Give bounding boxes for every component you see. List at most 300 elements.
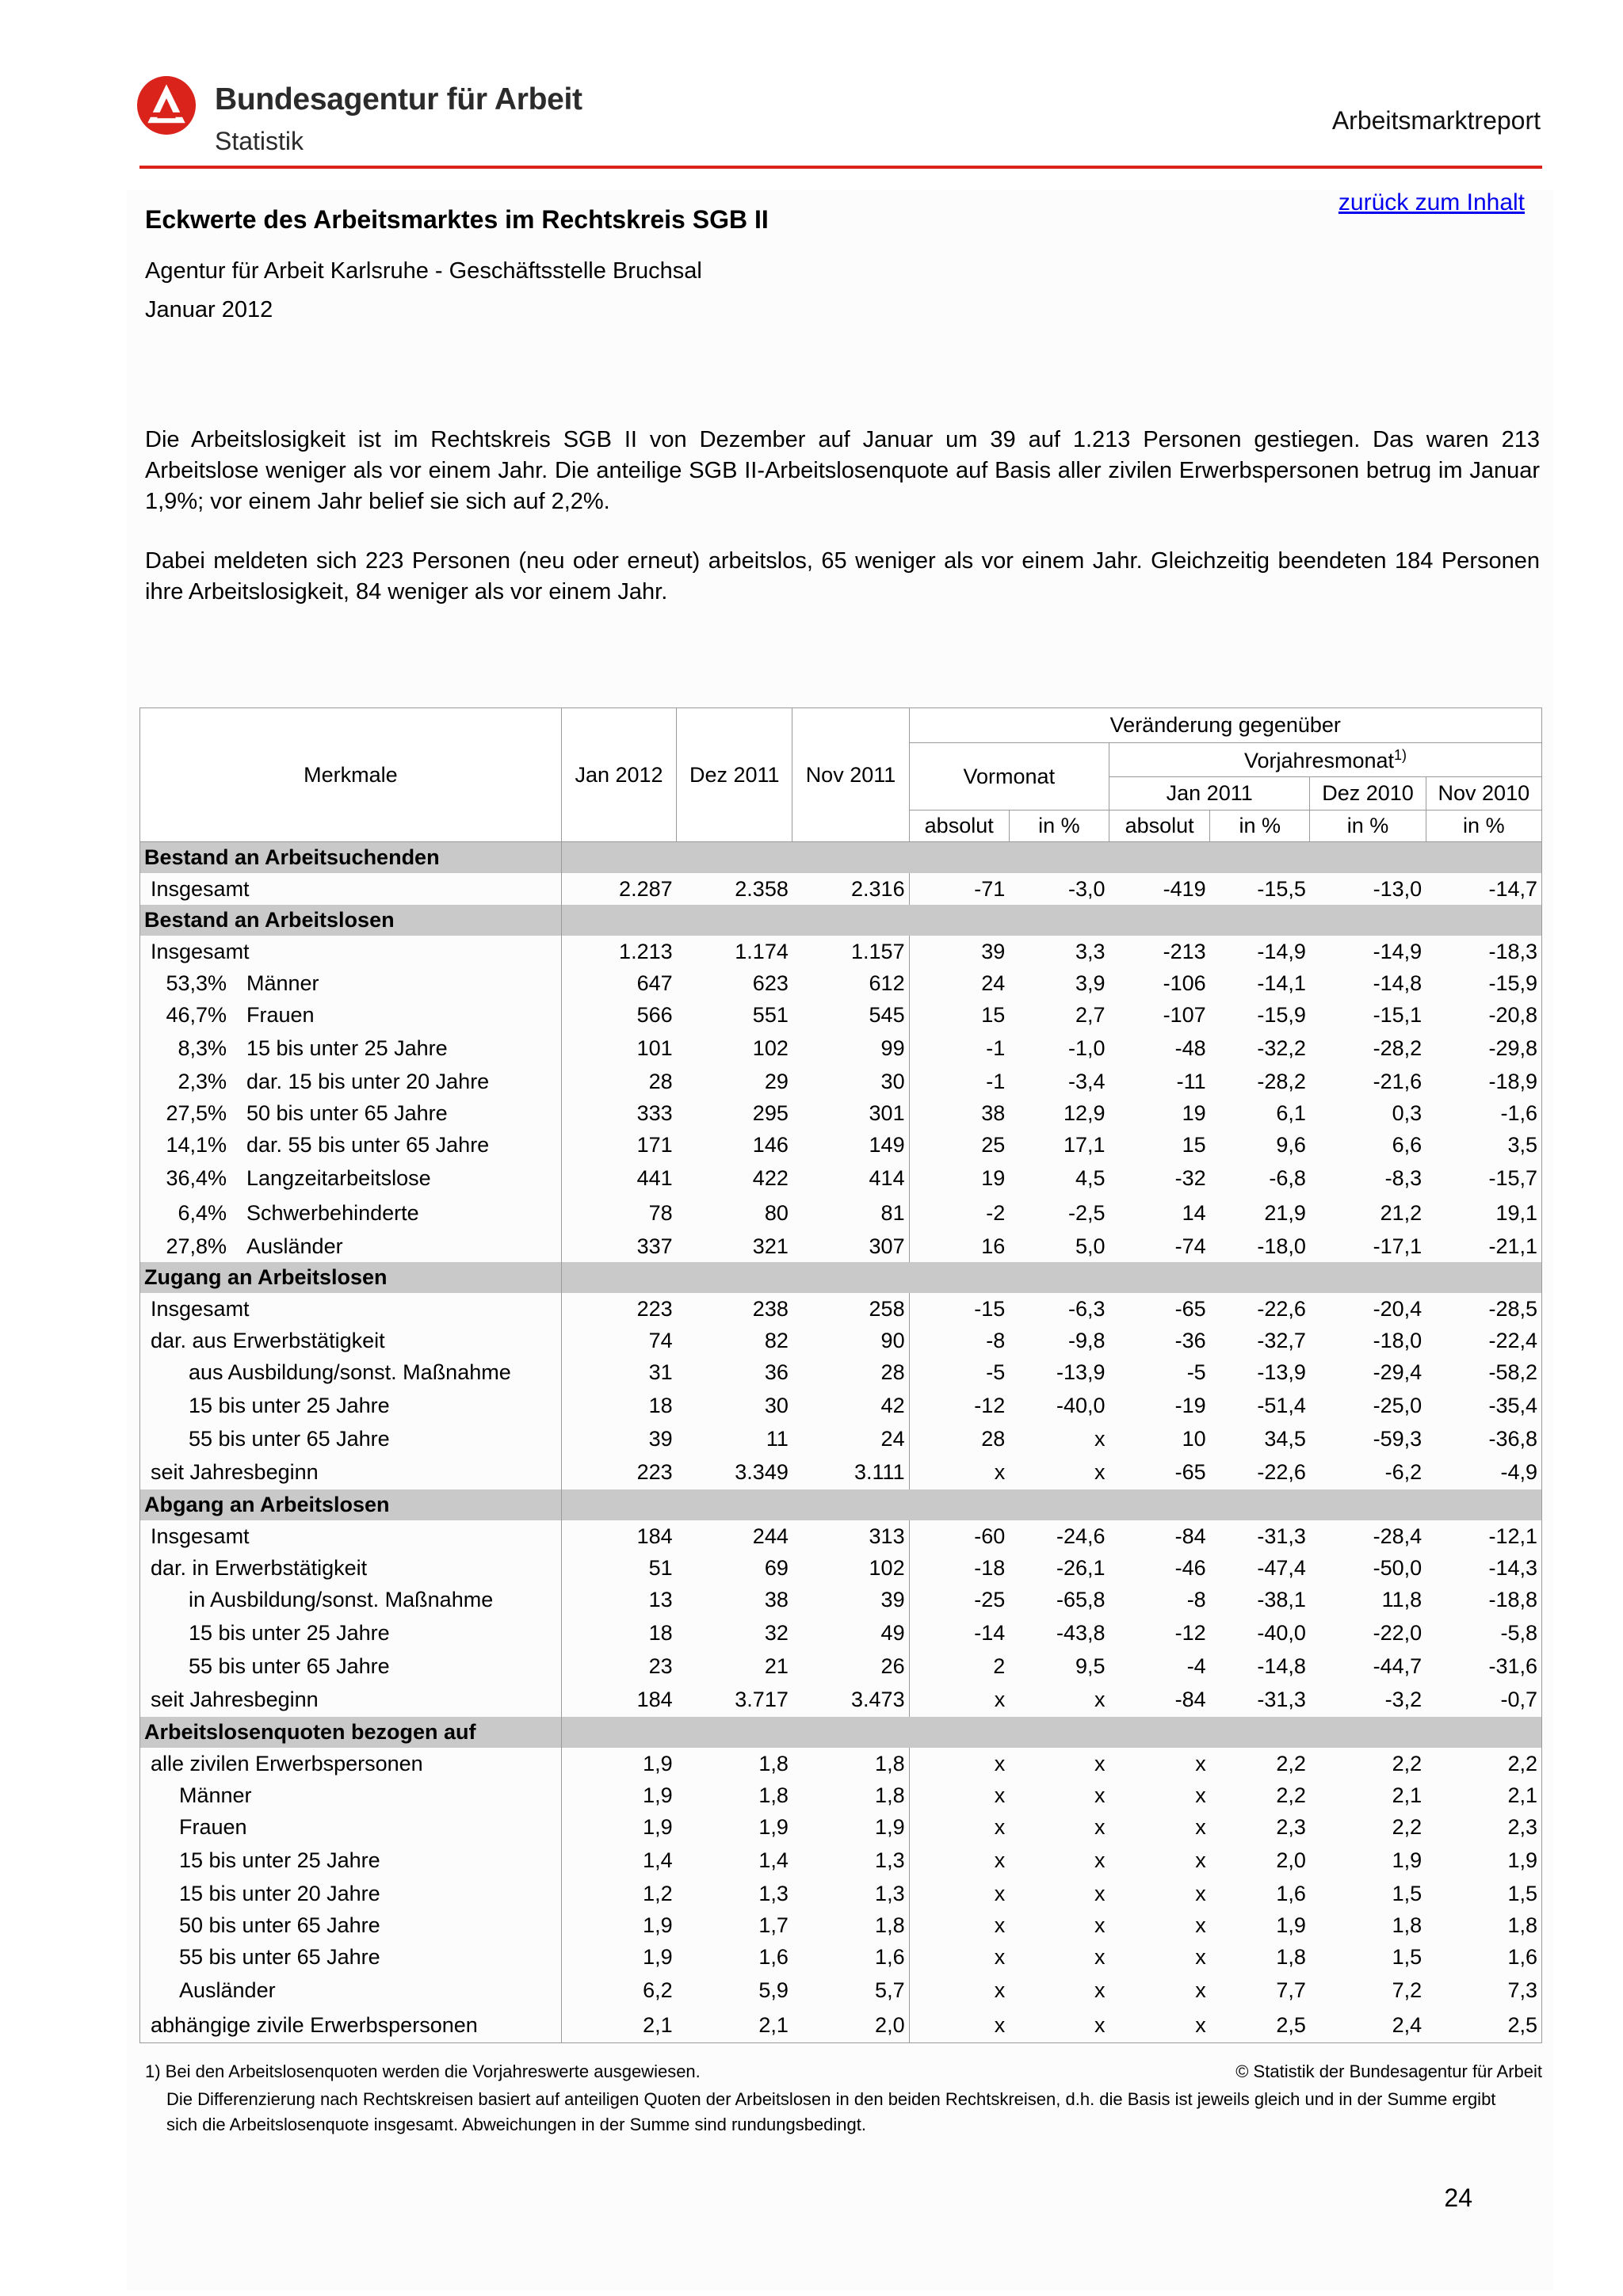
value-cell: -8 [986, 1328, 1006, 1352]
value-cell: 21,2 [1380, 1200, 1423, 1225]
value-cell: 1,8 [758, 1783, 789, 1807]
value-cell: 1.174 [735, 939, 789, 963]
table-row [140, 1129, 1542, 1161]
value-cell: 90 [792, 1325, 909, 1356]
value-cell: 2,0 [792, 2008, 909, 2043]
value-cell: 82 [764, 1328, 789, 1352]
value-cell: 1,5 [1392, 1881, 1423, 1905]
header-divider [139, 166, 1542, 169]
row-label: in Ausbildung/sonst. Maßnahme [189, 1587, 494, 1611]
value-cell: 25 [981, 1132, 1006, 1157]
value-cell: 14 [1182, 1200, 1206, 1225]
value-cell: 19 [981, 1165, 1006, 1190]
row-label: Frauen [179, 1814, 247, 1839]
value-cell: -13,9 [1056, 1360, 1106, 1384]
value-cell: 4,5 [1075, 1165, 1106, 1190]
value-cell: 15 [981, 1002, 1006, 1027]
value-cell: 9,5 [1075, 1653, 1106, 1678]
value-cell: -18,9 [1426, 1066, 1541, 1097]
row-label-cell [140, 1615, 562, 1650]
value-cell: 7,7 [1276, 1978, 1306, 2002]
value-cell: -50,0 [1373, 1555, 1423, 1580]
row-label: Männer [179, 1783, 252, 1807]
table-row [140, 1196, 1542, 1230]
section-title: Bestand an Arbeitsuchenden [140, 842, 562, 874]
row-label-cell [140, 1909, 562, 1941]
value-cell: -40,0 [1056, 1393, 1106, 1417]
header-dez-2011: Dez 2011 [677, 708, 792, 842]
row-label-cell [140, 999, 562, 1031]
table-row [140, 936, 1542, 967]
value-cell: -38,1 [1257, 1587, 1306, 1611]
value-cell: x [994, 1848, 1006, 1872]
value-cell: -0,7 [1426, 1682, 1541, 1717]
value-cell: -31,6 [1426, 1650, 1541, 1682]
value-cell: -2 [986, 1200, 1006, 1225]
value-cell: -46 [1174, 1555, 1206, 1580]
value-cell: 1,3 [792, 1843, 909, 1878]
value-cell: -419 [1163, 876, 1206, 901]
value-cell: x [1094, 1814, 1106, 1839]
value-cell: 2,4 [1310, 2008, 1426, 2043]
value-cell: x [1094, 1459, 1106, 1484]
table-row [140, 1356, 1542, 1388]
value-cell: 1,7 [758, 1913, 789, 1937]
table-row [140, 1161, 1542, 1196]
value-cell: 1,8 [758, 1751, 789, 1775]
table-row [140, 1520, 1542, 1552]
value-cell: 1,9 [1392, 1848, 1423, 1872]
copyright: © Statistik der Bundesagentur für Arbeit [1235, 2061, 1542, 2081]
value-cell: -25 [974, 1587, 1006, 1611]
value-cell: 3.473 [792, 1682, 909, 1717]
value-cell: 9,6 [1276, 1132, 1306, 1157]
value-cell: 34,5 [1264, 1426, 1306, 1451]
value-cell: -11 [1176, 1069, 1206, 1093]
value-cell: -5,8 [1426, 1615, 1541, 1650]
value-cell: 18 [648, 1393, 673, 1417]
summary-paragraph: Die Arbeitslosigkeit ist im Rechtskreis SGB II von Dezember auf Januar um 39 auf 1.213 Personen gestiegen. Das waren 213 Arbeitslose weniger als vor einem Jahr. Die anteilige SGB II-Arbeitslosenquote auf Basis aller zivilen Erwerbspersonen betrug im Januar 1,9%; vor einem Jahr belief sie sich auf 2,2%. [145, 427, 1540, 514]
header-absolut: absolut [1109, 810, 1210, 842]
value-cell: 1,8 [792, 1909, 909, 1941]
value-cell: -43,8 [1056, 1620, 1106, 1645]
row-label: Ausländer [179, 1978, 276, 2002]
value-cell: 1,4 [643, 1848, 673, 1872]
value-cell: 223 [636, 1296, 673, 1321]
value-cell: x [1195, 1814, 1206, 1839]
summary-paragraph: Dabei meldeten sich 223 Personen (neu oder erneut) arbeitslos, 65 weniger als vor einem Jahr. Gleichzeitig beendeten 184 Personen ihre Arbeitslosigkeit, 84 weniger als vor einem Jahr. [145, 548, 1540, 605]
value-cell: 80 [764, 1200, 789, 1225]
value-cell: -22,4 [1426, 1325, 1541, 1356]
row-label-cell [140, 1356, 562, 1388]
value-cell: 184 [636, 1687, 673, 1711]
value-cell: 21,9 [1264, 1200, 1306, 1225]
value-cell: 2,2 [1276, 1783, 1306, 1807]
value-cell: 1,4 [758, 1848, 789, 1872]
value-cell: 69 [764, 1555, 789, 1580]
value-cell: -12 [974, 1393, 1006, 1417]
table-row [140, 1748, 1542, 1779]
row-label-cell [140, 2008, 562, 2043]
value-cell: 1,9 [1426, 1843, 1541, 1878]
table-row [140, 1779, 1542, 1811]
value-cell: -4,9 [1426, 1455, 1541, 1489]
value-cell: -14,7 [1426, 873, 1541, 905]
value-cell: 28 [648, 1069, 673, 1093]
table-row [140, 873, 1542, 905]
value-cell: 21 [764, 1653, 789, 1678]
value-cell: -17,1 [1373, 1234, 1423, 1258]
share-percent: 36,4% [166, 1165, 227, 1190]
value-cell: 78 [648, 1200, 673, 1225]
value-cell: -15,9 [1257, 1002, 1306, 1027]
value-cell: 1.157 [792, 936, 909, 967]
value-cell: -31,3 [1257, 1524, 1306, 1548]
value-cell: -18 [974, 1555, 1006, 1580]
value-cell: -2,5 [1067, 1200, 1106, 1225]
row-label: seit Jahresbeginn [151, 1459, 319, 1484]
value-cell: x [1195, 1751, 1206, 1775]
value-cell: 223 [636, 1459, 673, 1484]
value-cell: 74 [648, 1328, 673, 1352]
share-percent: 2,3% [178, 1069, 227, 1093]
value-cell: -59,3 [1373, 1426, 1423, 1451]
footnote-marker: 1) [1394, 746, 1407, 763]
value-cell: -65,8 [1056, 1587, 1106, 1611]
value-cell: 81 [792, 1196, 909, 1230]
value-cell: -1,6 [1426, 1097, 1541, 1129]
value-cell: -29,4 [1373, 1360, 1423, 1384]
value-cell: -15,1 [1373, 1002, 1423, 1027]
row-label: 15 bis unter 25 Jahre [179, 1848, 380, 1872]
value-cell: 2,1 [677, 2008, 792, 2043]
value-cell: -213 [1163, 939, 1206, 963]
value-cell: -19 [1174, 1393, 1206, 1417]
value-cell: -65 [1174, 1296, 1206, 1321]
value-cell: -15,5 [1257, 876, 1306, 901]
value-cell: -40,0 [1257, 1620, 1306, 1645]
value-cell: 10 [1182, 1426, 1206, 1451]
section-fill [561, 1489, 1541, 1520]
value-cell: 171 [636, 1132, 673, 1157]
value-cell: 6,1 [1276, 1100, 1306, 1125]
value-cell: 29 [764, 1069, 789, 1093]
value-cell: 1,9 [643, 1751, 673, 1775]
value-cell: -47,4 [1257, 1555, 1306, 1580]
row-label-cell [140, 1129, 562, 1161]
row-label: Langzeitarbeitslose [246, 1165, 431, 1190]
value-cell: 38 [981, 1100, 1006, 1125]
value-cell: 2,5 [1210, 2008, 1310, 2043]
value-cell: x [1094, 1426, 1106, 1451]
value-cell: -3,0 [1067, 876, 1106, 901]
row-label: dar. aus Erwerbstätigkeit [151, 1328, 385, 1352]
row-label: Insgesamt [151, 876, 250, 901]
value-cell: x [1009, 2008, 1109, 2043]
value-cell: -65 [1174, 1459, 1206, 1484]
value-cell: x [994, 1751, 1006, 1775]
value-cell: 99 [792, 1031, 909, 1066]
value-cell: x [1094, 1978, 1106, 2002]
report-period: Januar 2012 [145, 297, 273, 322]
row-label: dar. in Erwerbstätigkeit [151, 1555, 368, 1580]
value-cell: 2,3 [1426, 1811, 1541, 1843]
value-cell: 1,9 [792, 1811, 909, 1843]
table-row [140, 1325, 1542, 1356]
value-cell: 441 [636, 1165, 673, 1190]
table-row [140, 1455, 1542, 1489]
value-cell: -84 [1174, 1687, 1206, 1711]
row-label-cell [140, 1811, 562, 1843]
value-cell: -4 [1186, 1653, 1206, 1678]
value-cell: 3,9 [1075, 971, 1106, 995]
row-label-cell [140, 1520, 562, 1552]
table-row [140, 1878, 1542, 1909]
value-cell: -22,6 [1257, 1296, 1306, 1321]
table-row [140, 1909, 1542, 1941]
value-cell: 2.287 [619, 876, 673, 901]
value-cell: 146 [752, 1132, 789, 1157]
footnote: 1) Bei den Arbeitslosenquoten werden die Vorjahreswerte ausgewiesen. [145, 2061, 701, 2081]
section-header-row [140, 842, 1542, 874]
header-jan-2011: Jan 2011 [1109, 777, 1310, 810]
table-row [140, 1388, 1542, 1423]
value-cell: 101 [636, 1035, 673, 1060]
value-cell: 0,3 [1392, 1100, 1423, 1125]
value-cell: -14,8 [1257, 1653, 1306, 1678]
table-row [140, 1230, 1542, 1262]
value-cell: x [909, 2008, 1009, 2043]
value-cell: x [1195, 1978, 1206, 2002]
row-label: aus Ausbildung/sonst. Maßnahme [189, 1360, 511, 1384]
value-cell: 102 [792, 1552, 909, 1584]
row-label-cell [140, 1584, 562, 1615]
share-percent: 53,3% [166, 971, 227, 995]
value-cell: -8 [1186, 1587, 1206, 1611]
row-label: Insgesamt [151, 1296, 250, 1321]
section-header-row [140, 1717, 1542, 1748]
value-cell: x [994, 1978, 1006, 2002]
value-cell: 1,5 [1426, 1878, 1541, 1909]
table-body [140, 842, 1542, 2043]
value-cell: 19,1 [1426, 1196, 1541, 1230]
value-cell: -32,2 [1257, 1035, 1306, 1060]
value-cell: 2,1 [1426, 1779, 1541, 1811]
value-cell: -14,9 [1373, 939, 1423, 963]
value-cell: -14,1 [1257, 971, 1306, 995]
value-cell: -18,0 [1257, 1234, 1306, 1258]
row-label-cell [140, 1230, 562, 1262]
row-label-cell [140, 873, 562, 905]
value-cell: -1,0 [1067, 1035, 1106, 1060]
value-cell: 422 [752, 1165, 789, 1190]
value-cell: -1 [986, 1035, 1006, 1060]
table-row [140, 1423, 1542, 1455]
row-label: Insgesamt [151, 939, 250, 963]
value-cell: -1 [986, 1069, 1006, 1093]
value-cell: 39 [981, 939, 1006, 963]
value-cell: -26,1 [1056, 1555, 1106, 1580]
share-percent: 6,4% [178, 1200, 227, 1225]
value-cell: -28,4 [1373, 1524, 1423, 1548]
value-cell: 1,2 [643, 1881, 673, 1905]
value-cell: 6,2 [643, 1978, 673, 2002]
value-cell: x [1195, 1913, 1206, 1937]
section-header-row [140, 1489, 1542, 1520]
section-fill [561, 1717, 1541, 1748]
row-label-cell [140, 1196, 562, 1230]
value-cell: -58,2 [1426, 1356, 1541, 1388]
header-vorjahresmonat [1109, 743, 1542, 777]
value-cell: -25,0 [1373, 1393, 1423, 1417]
value-cell: -15,9 [1426, 967, 1541, 999]
table-row [140, 1682, 1542, 1717]
share-percent: 14,1% [166, 1132, 227, 1157]
header-veraenderung: Veränderung gegenüber [909, 708, 1541, 743]
value-cell: 2,2 [1276, 1751, 1306, 1775]
value-cell: 566 [636, 1002, 673, 1027]
value-cell: x [1094, 1783, 1106, 1807]
value-cell: -44,7 [1373, 1653, 1423, 1678]
row-label-cell [140, 936, 562, 967]
row-label-cell [140, 1552, 562, 1584]
value-cell: -107 [1163, 1002, 1206, 1027]
value-cell: -48 [1174, 1035, 1206, 1060]
value-cell: 238 [752, 1296, 789, 1321]
value-cell: 1,3 [758, 1881, 789, 1905]
table-row [140, 1615, 1542, 1650]
header-vormonat: Vormonat [909, 743, 1109, 810]
value-cell: 5,7 [792, 1973, 909, 2008]
value-cell: 301 [792, 1097, 909, 1129]
row-label-cell [140, 1682, 562, 1717]
value-cell: -5 [1186, 1360, 1206, 1384]
value-cell: 7,2 [1392, 1978, 1423, 2002]
value-cell: 15 [1182, 1132, 1206, 1157]
value-cell: x [994, 1814, 1006, 1839]
value-cell: 1,9 [643, 1913, 673, 1937]
value-cell: -51,4 [1257, 1393, 1306, 1417]
value-cell: 30 [764, 1393, 789, 1417]
row-label: 15 bis unter 25 Jahre [246, 1035, 448, 1060]
org-subtitle: Statistik [215, 127, 304, 155]
value-cell: 28 [981, 1426, 1006, 1451]
row-label: 50 bis unter 65 Jahre [246, 1100, 448, 1125]
value-cell: -35,4 [1426, 1388, 1541, 1423]
value-cell: 3,5 [1426, 1129, 1541, 1161]
section-fill [561, 905, 1541, 936]
value-cell: 1,6 [1276, 1881, 1306, 1905]
value-cell: 2,5 [1426, 2008, 1541, 2043]
value-cell: 1,9 [758, 1814, 789, 1839]
back-to-contents-link[interactable]: zurück zum Inhalt [1338, 189, 1525, 215]
value-cell: 42 [792, 1388, 909, 1423]
row-label: alle zivilen Erwerbspersonen [151, 1751, 423, 1775]
row-label: dar. 55 bis unter 65 Jahre [246, 1132, 490, 1157]
row-label: 55 bis unter 65 Jahre [189, 1426, 390, 1451]
value-cell: 38 [764, 1587, 789, 1611]
header-nov-2011: Nov 2011 [792, 708, 909, 842]
row-label: Ausländer [246, 1234, 343, 1258]
value-cell: -31,3 [1257, 1687, 1306, 1711]
value-cell: -15,7 [1426, 1161, 1541, 1196]
value-cell: 149 [792, 1129, 909, 1161]
row-label-cell [140, 1293, 562, 1325]
value-cell: 2,2 [1392, 1751, 1423, 1775]
row-label: 15 bis unter 25 Jahre [189, 1393, 390, 1417]
row-label-cell [140, 1066, 562, 1097]
value-cell: -106 [1163, 971, 1206, 995]
value-cell: -12 [1174, 1620, 1206, 1645]
value-cell: -28,2 [1257, 1069, 1306, 1093]
value-cell: x [994, 1783, 1006, 1807]
value-cell: -36,8 [1426, 1423, 1541, 1455]
row-label-cell [140, 1097, 562, 1129]
value-cell: 545 [792, 999, 909, 1031]
value-cell: -60 [974, 1524, 1006, 1548]
row-label-cell [140, 1941, 562, 1973]
row-label-cell [140, 1843, 562, 1878]
row-label-cell [140, 1650, 562, 1682]
section-header-row [140, 905, 1542, 936]
row-label-cell [140, 1779, 562, 1811]
labor-market-table [139, 707, 1542, 2043]
value-cell: 2,7 [1075, 1002, 1106, 1027]
value-cell: 1.213 [619, 939, 673, 963]
value-cell: 102 [752, 1035, 789, 1060]
value-cell: 1,6 [1426, 1941, 1541, 1973]
value-cell: -6,3 [1067, 1296, 1106, 1321]
row-label: 15 bis unter 20 Jahre [179, 1881, 380, 1905]
value-cell: -20,4 [1373, 1296, 1423, 1321]
value-cell: 39 [792, 1584, 909, 1615]
share-percent: 46,7% [166, 1002, 227, 1027]
value-cell: 414 [792, 1161, 909, 1196]
value-cell: 1,8 [1276, 1944, 1306, 1969]
value-cell: 1,9 [1276, 1913, 1306, 1937]
value-cell: -8,3 [1384, 1165, 1423, 1190]
table-row [140, 1031, 1542, 1066]
value-cell: -6,2 [1384, 1459, 1423, 1484]
value-cell: -14 [974, 1620, 1006, 1645]
value-cell: -24,6 [1056, 1524, 1106, 1548]
value-cell: x [994, 1459, 1006, 1484]
row-label-cell [140, 1748, 562, 1779]
value-cell: 28 [792, 1356, 909, 1388]
value-cell: x [1109, 2008, 1210, 2043]
table-row [140, 1293, 1542, 1325]
value-cell: 184 [636, 1524, 673, 1548]
value-cell: x [994, 1687, 1006, 1711]
header-in-pct: in % [1210, 810, 1310, 842]
value-cell: 23 [648, 1653, 673, 1678]
row-label-cell [140, 967, 562, 999]
value-cell: x [994, 1881, 1006, 1905]
value-cell: -12,1 [1426, 1520, 1541, 1552]
table-row [140, 1097, 1542, 1129]
row-label: Insgesamt [151, 1524, 250, 1548]
value-cell: 2,2 [1426, 1748, 1541, 1779]
value-cell: 295 [752, 1100, 789, 1125]
value-cell: x [1094, 1848, 1106, 1872]
value-cell: 51 [648, 1555, 673, 1580]
row-label-cell [140, 1388, 562, 1423]
table-row [140, 1066, 1542, 1097]
value-cell: -32,7 [1257, 1328, 1306, 1352]
header-nov-2010: Nov 2010 [1426, 777, 1541, 810]
value-cell: 17,1 [1063, 1132, 1106, 1157]
row-label: abhängige zivile Erwerbspersonen [151, 2012, 478, 2037]
